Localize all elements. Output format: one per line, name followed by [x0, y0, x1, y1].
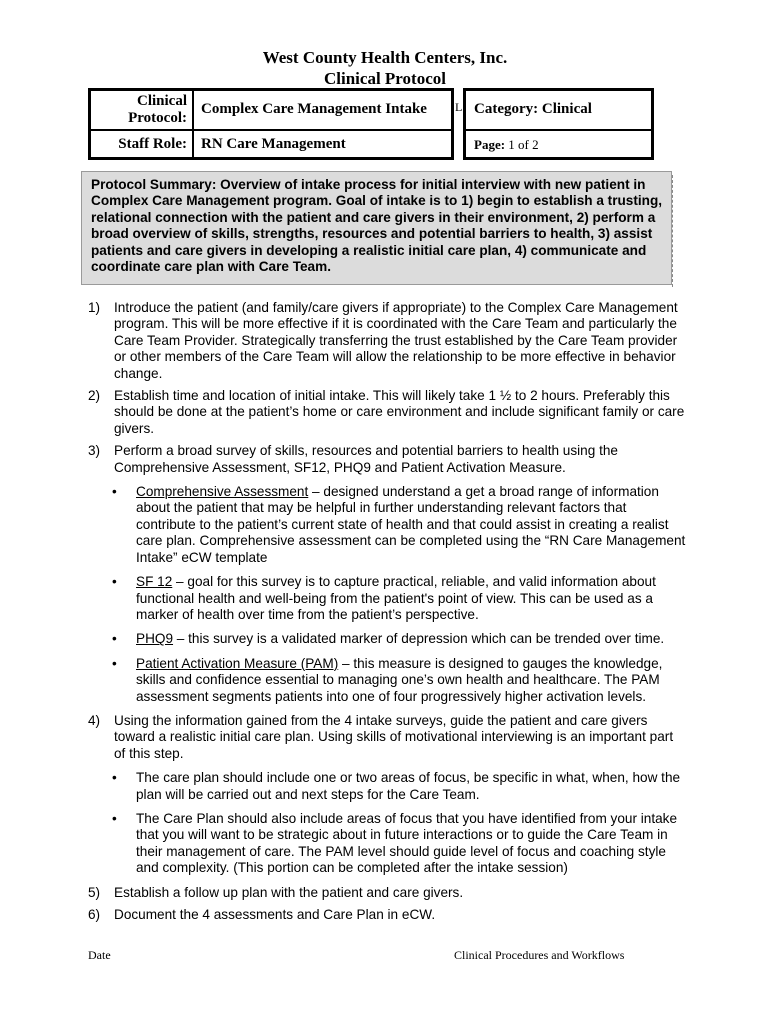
step-item — [88, 300, 688, 382]
step-number: 4) — [88, 712, 101, 728]
bullet-item — [88, 574, 688, 623]
bullet-term: SF 12 — [136, 574, 173, 590]
bullet-text: – designed understand a get a broad range of information about the patient that may be helpful in further understanding relevant factors that contribute to the patient’s current state of health and that could assist in creating a realist care plan. Comprehensive assessment can be completed using the “RN Care Management Intake” eCW template — [136, 484, 686, 565]
bullet-text: – goal for this survey is to capture practical, reliable, and valid information about functional health and well-being from the patient's point of view. This can be used as a marker of health over time from the patient’s perspective. — [136, 574, 656, 622]
bullet-dot-icon: • — [112, 655, 117, 671]
document-subtitle: Clinical Protocol — [324, 69, 446, 88]
protocol-label — [91, 93, 187, 127]
footer-title: Clinical Procedures and Workflows — [454, 948, 625, 962]
category-box — [463, 88, 654, 160]
protocol-value: Complex Care Management Intake — [201, 101, 427, 117]
bullet-dot-icon: • — [112, 631, 117, 647]
step-number: 2) — [88, 388, 101, 404]
staff-role-label: Staff Role: — [118, 136, 187, 152]
protocol-label-line2: Protocol: — [128, 110, 187, 126]
bullet-term: Comprehensive Assessment — [136, 484, 309, 500]
footer-date: Date — [88, 948, 111, 962]
protocol-summary: Protocol Summary: Overview of intake process for initial interview with new patient in Complex Care Management program. Goal of intake is to 1) begin to establish a trusting, relational connection with the patient and care givers in their environment, 2) perform a broad overview of skills, strengths, resources and potential barriers to health, 3) assist patients and care givers in developing a realistic initial care plan, 4) communicate and coordinate care plan with Care Team. — [81, 171, 672, 285]
bullet-dot-icon: • — [112, 574, 117, 590]
page-label: Page: — [474, 137, 506, 152]
bullet-dot-icon: • — [112, 810, 117, 826]
step-item — [88, 713, 688, 877]
stray-character: L — [455, 100, 463, 114]
step-text: Perform a broad survey of skills, resources and potential barriers to health using the Comprehensive Assessment, SF12, PHQ9 and Patient Activation Measure. — [114, 443, 618, 475]
bullet-text: The Care Plan should also include areas of focus that you have identified from your intake that you will want to be strategic about in future interactions or to guide the Care Team in their management of care. The PAM level should guide level of focus and coaching style and complexity. (This portion can be completed after the intake session) — [136, 810, 678, 876]
step-number: 5) — [88, 884, 101, 900]
step-item — [88, 388, 688, 437]
step-text: Document the 4 assessments and Care Plan in eCW. — [114, 907, 436, 922]
step-text: Using the information gained from the 4 intake surveys, guide the patient and care givers toward a realistic initial care plan. Using skills of motivational interviewing is an important part of this step. — [114, 712, 674, 761]
bullet-term: PHQ9 — [136, 631, 174, 647]
bullet-dot-icon: • — [112, 770, 117, 786]
step-text: Establish a follow up plan with the patient and care givers. — [114, 884, 464, 900]
step-text: Establish time and location of initial intake. This will likely take 1 ½ to 2 hours. Preferably this should be done at the patient’s home or care environment and include significant family or care givers. — [114, 388, 685, 436]
bullet-item — [88, 484, 688, 566]
step-item — [88, 443, 688, 705]
bullet-text: The care plan should include one or two areas of focus, be specific in what, when, how the plan will be carried out and next steps for the Care Team. — [136, 770, 681, 802]
step-text: Introduce the patient (and family/care givers if appropriate) to the Complex Care Management program. This will be more effective if it is coordinated with the Care Team and particularly the Care Team Provider. Strategically transferring the trust established by the Care Team provider or other members of the Care Team will allow the relationship to be more effective in behavior change. — [114, 300, 678, 381]
organization-title: West County Health Centers, Inc. — [262, 48, 508, 67]
page-indicator — [474, 137, 539, 153]
bullet-item — [88, 631, 688, 647]
bullet-dot-icon: • — [112, 484, 117, 500]
step-number: 3) — [88, 443, 101, 459]
protocol-label-line1: Clinical — [136, 93, 187, 109]
step-number: 1) — [88, 300, 101, 315]
bullet-text: – this measure is designed to gauges the knowledge, skills and confidence essential to managing one’s own health and healthcare. The PAM assessment segments patients into one of four progressively higher activation levels. — [136, 655, 663, 704]
bullet-item — [88, 656, 688, 705]
procedure-steps — [88, 300, 688, 929]
step-item — [88, 885, 688, 901]
step-item — [88, 907, 688, 923]
bullet-item — [88, 770, 688, 803]
bullet-term: Patient Activation Measure (PAM) — [136, 655, 339, 671]
page-value: 1 of 2 — [508, 137, 539, 152]
protocol-info-box — [88, 88, 454, 160]
staff-role-value: RN Care Management — [201, 136, 346, 152]
bullet-text: – this survey is a validated marker of depression which can be trended over time. — [173, 631, 665, 647]
summary-border-decoration — [672, 175, 676, 287]
bullet-item — [88, 811, 688, 877]
category-label: Category: Clinical — [474, 101, 592, 117]
step-number: 6) — [88, 907, 101, 922]
